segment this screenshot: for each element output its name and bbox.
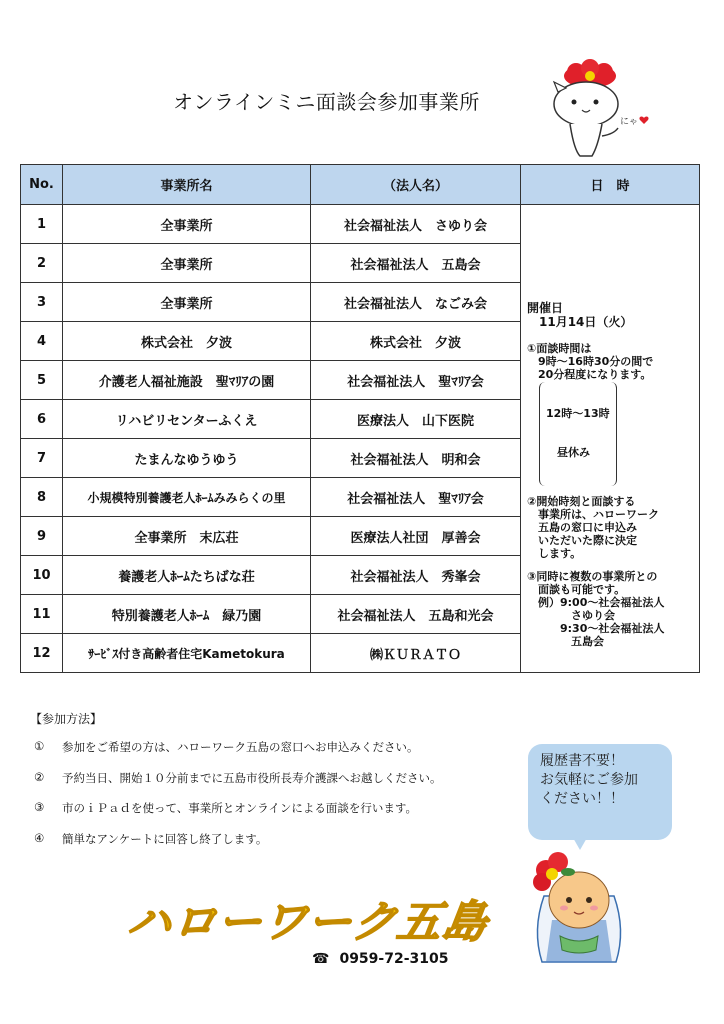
bubble-line: お気軽にご参加	[540, 772, 638, 788]
bubble-line: 履歴書不要！	[540, 753, 624, 769]
header-no: No.	[21, 165, 63, 205]
note1-line: 9時～16時30分の間で	[527, 355, 654, 369]
note1-line: ①面談時間は	[527, 342, 592, 356]
lunch-break	[539, 382, 617, 486]
item-number: ②	[34, 769, 45, 784]
note3-line: ③同時に複数の事業所との	[527, 569, 658, 583]
note3-line: 面談も可能です。	[527, 582, 626, 596]
list-item	[34, 831, 442, 862]
participation-method-heading: 【参加方法】	[30, 712, 103, 726]
row-no: 7	[21, 439, 63, 478]
row-no: 4	[21, 322, 63, 361]
business-name: 小規模特別養護老人ﾎｰﾑみみらくの里	[63, 478, 311, 517]
participating-businesses-table	[20, 164, 700, 673]
note2-line: 事業所は、ハローワーク	[527, 507, 659, 521]
note3-line: 9:30～社会福祉法人	[527, 621, 665, 635]
item-number: ③	[34, 800, 45, 814]
note3-line: さゆり会	[527, 608, 615, 622]
corporation-name: ㈱ＫＵＲＡＴＯ	[311, 634, 521, 673]
list-item	[34, 800, 442, 831]
list-item	[34, 770, 442, 801]
business-name: 養護老人ﾎｰﾑたちばな荘	[63, 556, 311, 595]
table-header-row	[21, 165, 700, 205]
row-no: 10	[21, 556, 63, 595]
business-name: ｻｰﾋﾞｽ付き高齢者住宅Kametokura	[63, 634, 311, 673]
note2-line: します。	[527, 546, 582, 560]
heart-icon	[639, 117, 648, 124]
phone-icon: ☎	[312, 951, 330, 967]
corporation-name: 社会福祉法人 五島和光会	[311, 595, 521, 634]
row-no: 2	[21, 244, 63, 283]
hellowork-goto-logo: ハローワーク五島	[123, 897, 491, 948]
row-no: 6	[21, 400, 63, 439]
phone-number: 0959-72-3105	[339, 951, 449, 967]
note2-line: 五島の窓口に申込み	[527, 520, 637, 534]
speech-bubble-tail	[572, 836, 588, 850]
corporation-name: 医療法人社団 厚善会	[311, 517, 521, 556]
row-no: 11	[21, 595, 63, 634]
business-name: 全事業所	[63, 205, 311, 244]
corporation-name: 社会福祉法人 秀峯会	[311, 556, 521, 595]
date-value: 11月14日（火）	[527, 315, 633, 330]
note2-line: ②開始時刻と面談する	[527, 494, 636, 508]
page-title: オンラインミニ面談会参加事業所	[173, 90, 480, 114]
datetime-info	[521, 205, 700, 673]
note3-line: 五島会	[527, 634, 604, 648]
corporation-name: 医療法人 山下医院	[311, 400, 521, 439]
break-time: 12時～13時	[546, 407, 610, 421]
corporation-name: 社会福祉法人 聖ﾏﾘｱ会	[311, 361, 521, 400]
row-no: 3	[21, 283, 63, 322]
girl-mascot-illustration	[524, 850, 634, 964]
list-item	[34, 739, 442, 770]
corporation-name: 社会福祉法人 明和会	[311, 439, 521, 478]
item-text: 簡単なアンケートに回答し終了します。	[62, 831, 268, 846]
cat-mascot-illustration	[540, 58, 660, 166]
row-no: 9	[21, 517, 63, 556]
corporation-name: 社会福祉法人 五島会	[311, 244, 521, 283]
business-name: 特別養護老人ﾎｰﾑ 緑乃園	[63, 595, 311, 634]
corporation-name: 社会福祉法人 なごみ会	[311, 283, 521, 322]
item-text: 参加をご希望の方は、ハローワーク五島の窓口へお申込みください。	[62, 740, 419, 754]
break-label: 昼休み	[546, 446, 590, 460]
date-label: 開催日	[527, 301, 564, 315]
cat-speech: にゃ	[620, 117, 638, 127]
table-row	[21, 205, 700, 244]
business-name: 全事業所	[63, 244, 311, 283]
header-datetime: 日 時	[521, 165, 700, 205]
note3-line: 例）9:00～社会福祉法人	[527, 595, 665, 609]
header-corporation: （法人名）	[311, 165, 521, 205]
speech-bubble	[528, 744, 672, 840]
corporation-name: 社会福祉法人 聖ﾏﾘｱ会	[311, 478, 521, 517]
phone-contact	[312, 951, 449, 967]
business-name: リハビリセンターふくえ	[63, 400, 311, 439]
corporation-name: 社会福祉法人 さゆり会	[311, 205, 521, 244]
item-number: ④	[34, 830, 45, 845]
corporation-name: 株式会社 夕波	[311, 322, 521, 361]
item-text: 市のｉＰａｄを使って、事業所とオンラインによる面談を行います。	[62, 801, 418, 815]
business-name: 株式会社 夕波	[63, 322, 311, 361]
participation-method-list	[34, 739, 442, 861]
item-text: 予約当日、開始１０分前までに五島市役所長寿介護課へお越しください。	[62, 770, 442, 785]
header-business-name: 事業所名	[63, 165, 311, 205]
business-name: 介護老人福祉施設 聖ﾏﾘｱの園	[63, 361, 311, 400]
business-name: たまんなゆうゆう	[63, 439, 311, 478]
note1-line: 20分程度になります。	[527, 368, 652, 382]
row-no: 1	[21, 205, 63, 244]
item-number: ①	[34, 739, 45, 753]
business-name: 全事業所	[63, 283, 311, 322]
bubble-line: ください！！	[540, 791, 624, 807]
row-no: 8	[21, 478, 63, 517]
business-name: 全事業所 末広荘	[63, 517, 311, 556]
row-no: 5	[21, 361, 63, 400]
note2-line: いただいた際に決定	[527, 533, 637, 547]
row-no: 12	[21, 634, 63, 673]
